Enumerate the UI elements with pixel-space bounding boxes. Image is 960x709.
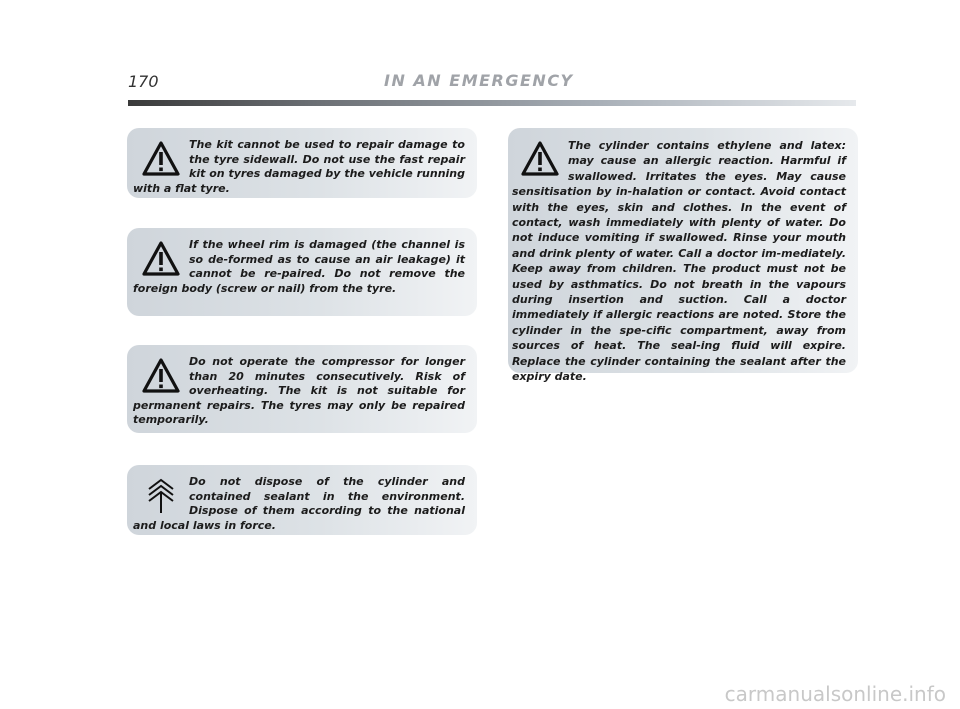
warning-note-wheel-rim <box>127 228 477 316</box>
watermark: carmanualsonline.info <box>724 682 946 706</box>
warning-note-compressor <box>127 345 477 433</box>
note-text: Do not operate the compressor for longer than 20 minutes consecutively. Risk of overheating. The kit is not suitable for permanent repairs. The tyres may only be repaired temporarily. <box>133 355 465 427</box>
note-text: If the wheel rim is damaged (the channel is so de-formed as to cause an air leakage) it cannot be re-paired. Do not remove the foreign body (screw or nail) from the tyre. <box>133 238 465 295</box>
note-text: The kit cannot be used to repair damage to the tyre sidewall. Do not use the fast repair kit on tyres damaged by the vehicle running with a flat tyre. <box>133 138 465 195</box>
page-number: 170 <box>128 72 159 91</box>
warning-note-sidewall <box>127 128 477 198</box>
warning-triangle-icon <box>141 357 181 395</box>
warning-triangle-icon <box>141 240 181 278</box>
environment-note-disposal <box>127 465 477 535</box>
warning-triangle-icon <box>520 140 560 178</box>
header-rule <box>128 100 856 106</box>
note-text: Do not dispose of the cylinder and contained sealant in the environment. Dispose of them according to the national and local laws in force. <box>133 475 465 532</box>
section-title: IN AN EMERGENCY <box>384 71 574 90</box>
environment-chevron-icon <box>141 477 181 515</box>
note-text: The cylinder contains ethylene and latex: may cause an allergic reaction. Harmful if swallowed. Irritates the eyes. May cause sensitisation by in-halation or contact. Avoid contact with the eyes, skin and clothes. In the event of contact, wash immediately with plenty of water. Do not induce vomiting if swallowed. Rinse your mouth and drink plenty of water. Call a doctor im-mediately. Keep away from children. The product must not be used by asthmatics. Do not breath in the vapours during insertion and suction. Call a doctor immediately if allergic reactions are noted. Store the cylinder in the spe-cific compartment, away from sources of heat. The seal-ing fluid will expire. Replace the cylinder containing the sealant after the expiry date. <box>512 139 846 384</box>
warning-triangle-icon <box>141 140 181 178</box>
warning-note-cylinder-contents <box>508 128 858 384</box>
